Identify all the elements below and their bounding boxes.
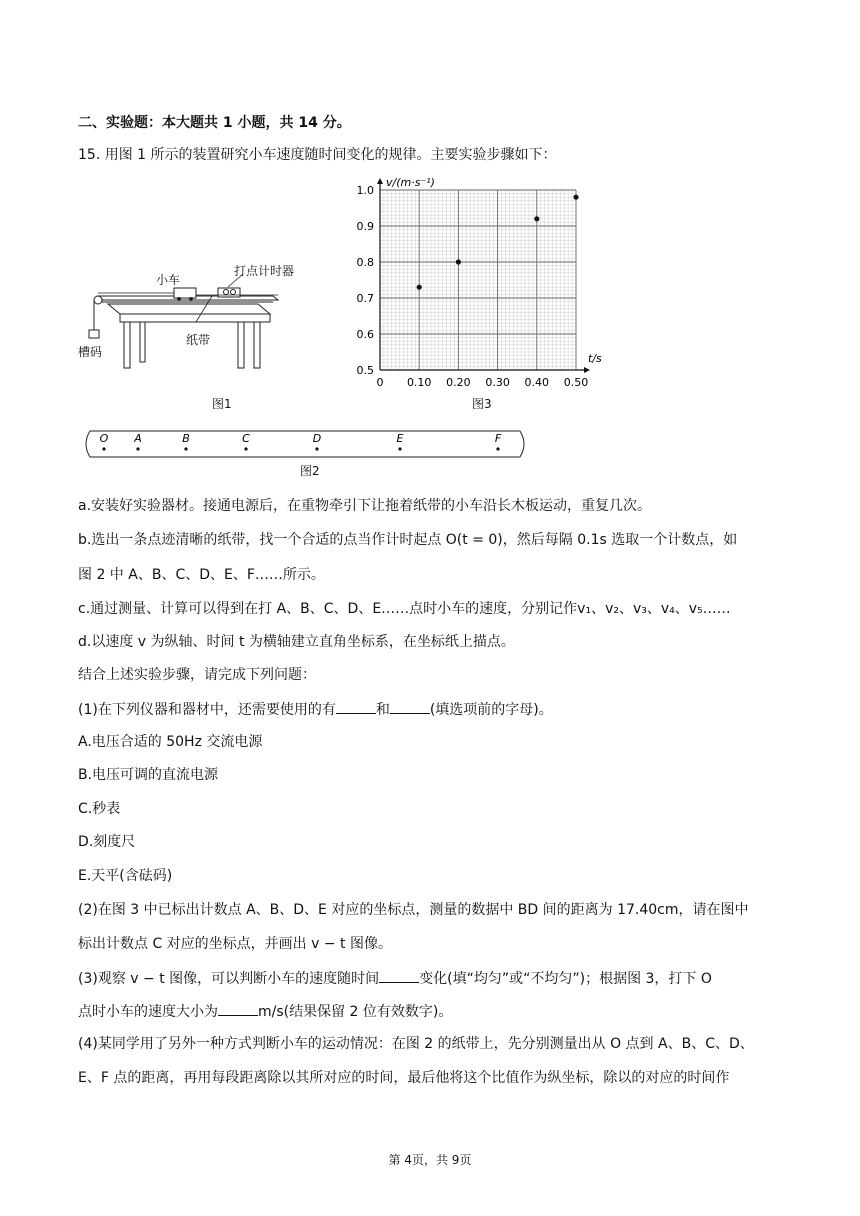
tape-point: [315, 447, 318, 450]
q1-option-d: D.刻度尺: [78, 834, 136, 850]
q1-blank-2[interactable]: [390, 699, 430, 714]
step-b-line1: b.选出一条点迹清晰的纸带，找一个合适的点当作计时起点 O(t = 0)，然后每隔 0.1s 选取一个计数点，如: [78, 532, 738, 548]
q1-option-a: A.电压合适的 50Hz 交流电源: [78, 734, 263, 750]
q1-option-e: E.天平(含砝码): [78, 868, 173, 884]
fig1-timer-label: 打点计时器: [234, 264, 295, 278]
x-tick-label: 0: [376, 376, 384, 389]
x-axis-label: t/s: [588, 352, 602, 365]
tape-point-label: B: [182, 432, 190, 445]
q3-line1-a: (3)观察 v − t 图像，可以判断小车的速度随时间: [78, 971, 380, 987]
x-tick-label: 0.10: [406, 376, 432, 389]
section-heading: 二、实验题：本大题共 1 小题，共 14 分。: [78, 115, 351, 131]
x-tick-label: 0.20: [446, 376, 471, 389]
tape-point: [136, 447, 139, 450]
fig2-caption: 图2: [300, 464, 320, 478]
q1-blank-1[interactable]: [336, 699, 376, 714]
step-c: c.通过测量、计算可以得到在打 A、B、C、D、E……点时小车的速度，分别记作v₁、v₂、v₃、v₄、v₅……: [78, 601, 731, 617]
step-d: d.以速度 v 为纵轴、时间 t 为横轴建立直角坐标系，在坐标纸上描点。: [78, 634, 515, 650]
data-point: [534, 216, 539, 221]
q3-blank-1[interactable]: [379, 968, 419, 983]
q1-option-b: B.电压可调的直流电源: [78, 767, 219, 783]
tape-point: [398, 447, 401, 450]
q1-option-c: C.秒表: [78, 801, 121, 817]
data-point: [417, 285, 422, 290]
figure3-vt-chart: [340, 172, 600, 417]
q3-line1: [78, 968, 712, 988]
tape-point: [244, 447, 247, 450]
y-tick-label: 1.0: [356, 184, 374, 197]
y-tick-label: 0.6: [356, 328, 374, 341]
tape-point: [184, 447, 187, 450]
q1-text-c: (填选项前的字母)。: [429, 702, 553, 718]
tape-point-label: E: [396, 432, 404, 445]
page-footer: 第 4页，共 9页: [388, 1153, 472, 1167]
y-tick-label: 0.8: [356, 256, 374, 269]
y-axis-label: v/(m·s⁻¹): [386, 176, 435, 189]
q4-line2: E、F 点的距离，再用每段距离除以其所对应的时间，最后他将这个比值作为纵坐标，除以的对应的时间作: [78, 1070, 730, 1086]
q3-line2-a: 点时小车的速度大小为: [78, 1004, 218, 1020]
q3-line2: [78, 1001, 452, 1021]
tape-point-label: F: [494, 432, 502, 445]
tape-point-label: O: [99, 432, 109, 445]
prompt: 结合上述实验步骤，请完成下列问题：: [78, 667, 316, 683]
y-tick-label: 0.5: [356, 364, 374, 377]
q2-line2: 标出计数点 C 对应的坐标点，并画出 v − t 图像。: [78, 936, 392, 952]
q4-line1: (4)某同学用了另外一种方式判断小车的运动情况：在图 2 的纸带上，先分别测量出从 O 点到 A、B、C、D、: [78, 1036, 754, 1052]
step-b-line2: 图 2 中 A、B、C、D、E、F……所示。: [78, 567, 325, 583]
q1-text-b: 和: [375, 702, 390, 718]
fig1-weights-label: 槽码: [78, 345, 103, 359]
x-tick-label: 0.30: [485, 376, 510, 389]
q3-blank-2[interactable]: [218, 1001, 258, 1016]
fig1-cart-label: 小车: [156, 273, 181, 287]
x-axis-arrow: [584, 367, 590, 373]
fig3-caption: 图3: [472, 397, 492, 411]
y-tick-label: 0.7: [356, 292, 374, 305]
tape-point-label: C: [242, 432, 250, 445]
x-tick-label: 0.50: [563, 376, 589, 389]
x-tick-label: 0.40: [524, 376, 550, 389]
q1-text-a: (1)在下列仪器和器材中，还需要使用的有: [78, 702, 336, 718]
q1-text: [78, 699, 553, 719]
y-tick-label: 0.9: [356, 220, 374, 233]
q3-line1-b: 变化(填“均匀”或“不均匀”)；根据图 3，打下 O: [419, 971, 712, 987]
figure2-tape: [82, 429, 532, 459]
tape-point-label: A: [134, 432, 142, 445]
y-axis-arrow: [377, 178, 383, 184]
q3-line2-b: m/s(结果保留 2 位有效数字)。: [258, 1004, 453, 1020]
q2-line1: (2)在图 3 中已标出计数点 A、B、D、E 对应的坐标点，测量的数据中 BD 间的距离为 17.40cm，请在图中: [78, 902, 749, 918]
tape-point: [102, 447, 105, 450]
data-point: [573, 195, 578, 200]
tape-point-label: D: [312, 432, 322, 445]
fig1-tape-label: 纸带: [186, 333, 211, 347]
fig1-caption: 图1: [212, 397, 232, 411]
question-intro: 15. 用图 1 所示的装置研究小车速度随时间变化的规律。主要实验步骤如下：: [78, 147, 557, 163]
tape-point: [496, 447, 499, 450]
step-a: a.安装好实验器材。接通电源后，在重物牵引下让拖着纸带的小车沿长木板运动，重复几次。: [78, 498, 652, 514]
data-point: [456, 259, 461, 264]
